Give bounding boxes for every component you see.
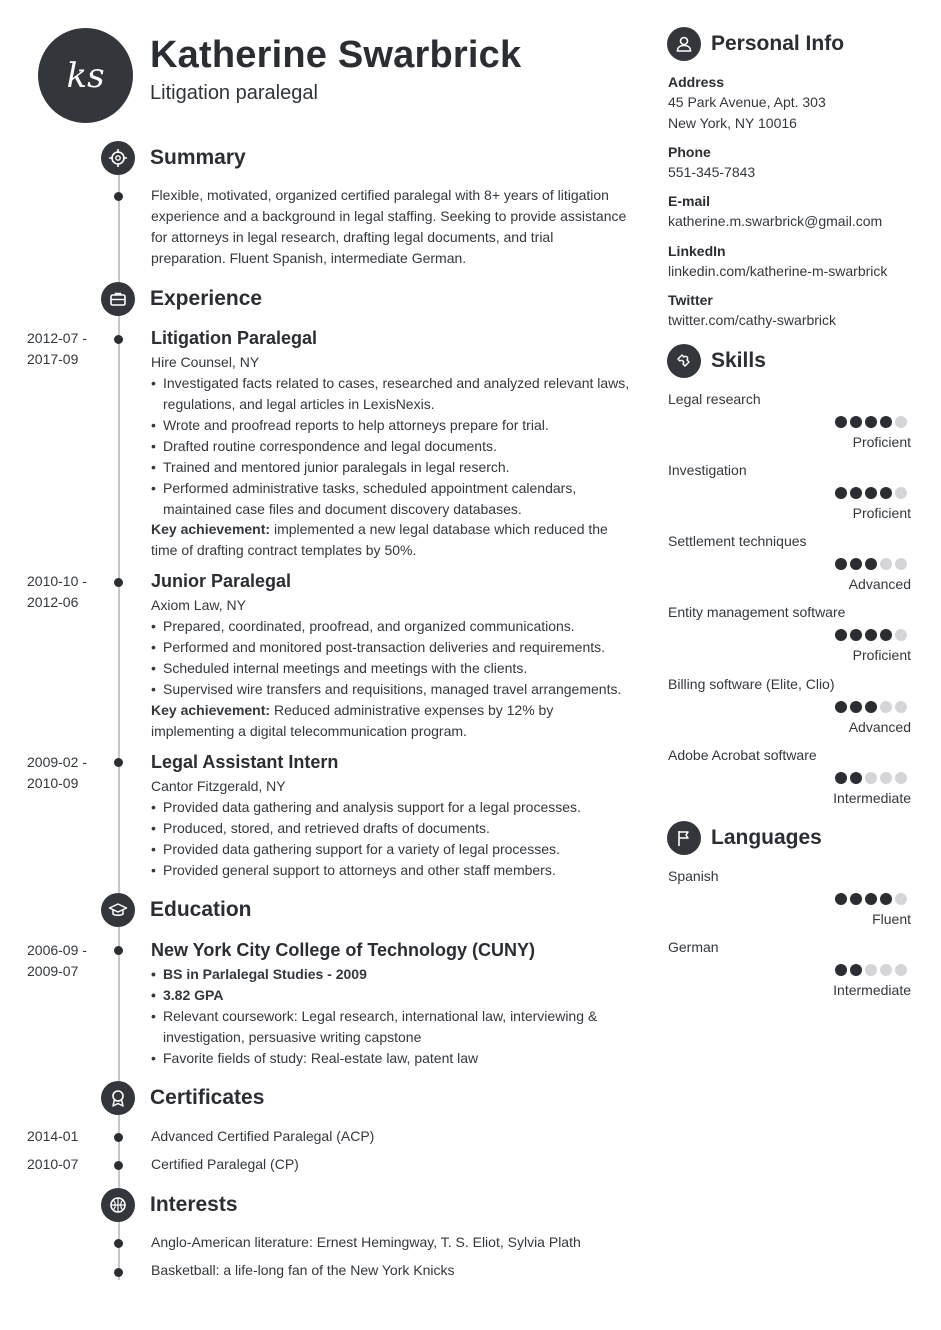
- address-line1: 45 Park Avenue, Apt. 303: [668, 94, 826, 110]
- skill-rating: [835, 487, 907, 499]
- list-item: • Relevant coursework: Legal research, international law, interviewing & investigation, persuasive writing capstone: [151, 1006, 636, 1048]
- list-item: • Favorite fields of study: Real-estate law, patent law: [151, 1048, 636, 1069]
- skill-rating: [835, 701, 907, 713]
- skill-name: Entity management software: [668, 604, 846, 620]
- rating-dot-filled: [850, 487, 862, 499]
- job-date: [27, 328, 87, 370]
- language-level: Fluent: [872, 911, 911, 927]
- rating-dot-empty: [865, 964, 877, 976]
- list-item: • BS in Parlalegal Studies - 2009: [151, 964, 636, 985]
- rating-dot-filled: [865, 487, 877, 499]
- rating-dot-filled: [835, 416, 847, 428]
- rating-dot-filled: [880, 629, 892, 641]
- skill-name: Billing software (Elite, Clio): [668, 676, 835, 692]
- timeline-dot: [114, 1161, 123, 1170]
- job-date: [27, 571, 87, 613]
- language-rating: [835, 893, 907, 905]
- twitter-label: Twitter: [668, 292, 713, 308]
- rating-dot-empty: [895, 487, 907, 499]
- address-line2: New York, NY 10016: [668, 115, 797, 131]
- job-title: Junior Paralegal: [151, 571, 292, 591]
- date-start: 2006-09 -: [27, 942, 87, 958]
- rating-dot-filled: [865, 558, 877, 570]
- languages-heading: Languages: [711, 826, 822, 849]
- certificate-date: 2010-07: [27, 1156, 79, 1172]
- list-item: • Investigated facts related to cases, researched and analyzed relevant laws, regulations, and legal articles in LexisNexis.: [151, 373, 636, 415]
- rating-dot-empty: [880, 964, 892, 976]
- list-item: • Prepared, coordinated, proofread, and organized communications.: [151, 616, 636, 637]
- flag-icon: [667, 821, 701, 855]
- key-achievement: [151, 700, 631, 742]
- skills-heading: Skills: [711, 349, 766, 372]
- certificate-name: Certified Paralegal (CP): [151, 1156, 299, 1172]
- candidate-name: Katherine Swarbrick: [150, 34, 522, 76]
- rating-dot-filled: [880, 893, 892, 905]
- rating-dot-empty: [880, 772, 892, 784]
- interests-heading: Interests: [150, 1193, 238, 1216]
- date-end: 2017-09: [27, 351, 79, 367]
- linkedin-label: LinkedIn: [668, 243, 726, 259]
- timeline-dot: [114, 1268, 123, 1277]
- personal-info-heading: Personal Info: [711, 32, 845, 55]
- rating-dot-filled: [835, 558, 847, 570]
- rating-dot-empty: [895, 772, 907, 784]
- experience-heading: Experience: [150, 287, 263, 310]
- rating-dot-filled: [865, 893, 877, 905]
- rating-dot-filled: [835, 701, 847, 713]
- rating-dot-filled: [835, 487, 847, 499]
- rating-dot-filled: [835, 964, 847, 976]
- rating-dot-filled: [835, 893, 847, 905]
- skill-level: Proficient: [852, 434, 911, 450]
- list-item: • Supervised wire transfers and requisitions, managed travel arrangements.: [151, 679, 636, 700]
- list-item: • Scheduled internal meetings and meetings with the clients.: [151, 658, 636, 679]
- skill-rating: [835, 558, 907, 570]
- job-bullets: [151, 797, 636, 881]
- rating-dot-filled: [865, 701, 877, 713]
- twitter-value[interactable]: twitter.com/cathy-swarbrick: [668, 312, 837, 328]
- award-ribbon-icon: [101, 1081, 135, 1115]
- date-end: 2010-09: [27, 775, 79, 791]
- interest-item: Basketball: a life-long fan of the New York Knicks: [151, 1262, 455, 1278]
- job-title: Legal Assistant Intern: [151, 752, 339, 772]
- target-icon: [101, 141, 135, 175]
- rating-dot-filled: [850, 558, 862, 570]
- timeline-dot: [114, 335, 123, 344]
- rating-dot-empty: [880, 558, 892, 570]
- certificates-heading: Certificates: [150, 1086, 265, 1109]
- monogram-avatar: [38, 28, 133, 123]
- interest-item: Anglo-American literature: Ernest Hemingway, T. S. Eliot, Sylvia Plath: [151, 1234, 581, 1250]
- skill-level: Advanced: [848, 719, 911, 735]
- achievement-label: Key achievement:: [151, 702, 271, 718]
- list-item: • Trained and mentored junior paralegals in legal reserch.: [151, 457, 636, 478]
- rating-dot-filled: [880, 416, 892, 428]
- rating-dot-filled: [850, 629, 862, 641]
- rating-dot-filled: [850, 964, 862, 976]
- key-achievement: [151, 519, 631, 561]
- skill-name: Adobe Acrobat software: [668, 747, 817, 763]
- language-level: Intermediate: [833, 982, 911, 998]
- skill-level: Proficient: [852, 505, 911, 521]
- achievement-text: Reduced administrative expenses by 12% by implementing a digital telecommunication program.: [151, 702, 554, 739]
- timeline-dot: [114, 946, 123, 955]
- rating-dot-filled: [835, 629, 847, 641]
- education-bullets: [151, 964, 636, 1069]
- date-start: 2012-07 -: [27, 330, 87, 346]
- achievement-label: Key achievement:: [151, 521, 271, 537]
- job-title: Litigation Paralegal: [151, 328, 318, 348]
- graduation-cap-icon: [101, 893, 135, 927]
- rating-dot-filled: [865, 416, 877, 428]
- timeline-dot: [114, 578, 123, 587]
- list-item: • Provided general support to attorneys and other staff members.: [151, 860, 636, 881]
- rating-dot-filled: [850, 772, 862, 784]
- job-bullets: [151, 373, 636, 520]
- job-date: [27, 752, 87, 794]
- skill-rating: [835, 772, 907, 784]
- initials: ks: [66, 55, 105, 96]
- achievement-text: implemented a new legal database which reduced the time of drafting contract templates by 50%.: [151, 521, 608, 558]
- job-employer: Cantor Fitzgerald, NY: [151, 778, 286, 794]
- summary-text: Flexible, motivated, organized certified paralegal with 8+ years of litigation experience and a background in legal staffing. Seeking to provide assistance for attorneys in legal research, drafting legal documents, and trial preparation. Fluent Spanish, intermediate German.: [151, 187, 627, 266]
- email-value[interactable]: katherine.m.swarbrick@gmail.com: [668, 213, 883, 229]
- linkedin-value[interactable]: linkedin.com/katherine-m-swarbrick: [668, 263, 888, 279]
- list-item: • Wrote and proofread reports to help attorneys prepare for trial.: [151, 415, 636, 436]
- skill-rating: [835, 629, 907, 641]
- list-item: • 3.82 GPA: [151, 985, 636, 1006]
- job-employer: Hire Counsel, NY: [151, 354, 260, 370]
- briefcase-icon: [101, 282, 135, 316]
- timeline-dot: [114, 1133, 123, 1142]
- certificate-date: 2014-01: [27, 1128, 79, 1144]
- timeline-dot: [114, 758, 123, 767]
- skill-level: Proficient: [852, 647, 911, 663]
- rating-dot-empty: [895, 964, 907, 976]
- rating-dot-empty: [895, 558, 907, 570]
- basketball-icon: [101, 1188, 135, 1222]
- list-item: • Drafted routine correspondence and legal documents.: [151, 436, 636, 457]
- timeline-dot: [114, 1239, 123, 1248]
- puzzle-icon: [667, 344, 701, 378]
- date-end: 2012-06: [27, 594, 79, 610]
- skill-name: Investigation: [668, 462, 747, 478]
- rating-dot-filled: [835, 772, 847, 784]
- rating-dot-empty: [895, 416, 907, 428]
- phone-label: Phone: [668, 144, 711, 160]
- candidate-title: Litigation paralegal: [150, 82, 318, 104]
- job-bullets: [151, 616, 636, 700]
- skill-rating: [835, 416, 907, 428]
- skill-level: Intermediate: [833, 790, 911, 806]
- email-label: E-mail: [668, 193, 711, 209]
- job-employer: Axiom Law, NY: [151, 597, 246, 613]
- summary-heading: Summary: [150, 146, 246, 169]
- user-icon: [667, 27, 701, 61]
- date-start: 2009-02 -: [27, 754, 87, 770]
- rating-dot-empty: [895, 893, 907, 905]
- rating-dot-filled: [880, 487, 892, 499]
- date-start: 2010-10 -: [27, 573, 87, 589]
- list-item: • Performed and monitored post-transaction deliveries and requirements.: [151, 637, 636, 658]
- skill-name: Settlement techniques: [668, 533, 807, 549]
- skill-name: Legal research: [668, 391, 761, 407]
- language-name: German: [668, 939, 719, 955]
- date-end: 2009-07: [27, 963, 79, 979]
- rating-dot-empty: [895, 629, 907, 641]
- certificate-name: Advanced Certified Paralegal (ACP): [151, 1128, 375, 1144]
- timeline-dot: [114, 192, 123, 201]
- rating-dot-filled: [850, 701, 862, 713]
- rating-dot-filled: [865, 629, 877, 641]
- skill-level: Advanced: [848, 576, 911, 592]
- language-rating: [835, 964, 907, 976]
- list-item: • Produced, stored, and retrieved drafts of documents.: [151, 818, 636, 839]
- address-label: Address: [668, 74, 725, 90]
- language-name: Spanish: [668, 868, 719, 884]
- rating-dot-filled: [850, 416, 862, 428]
- education-date: [27, 940, 87, 982]
- education-heading: Education: [150, 898, 252, 921]
- rating-dot-empty: [895, 701, 907, 713]
- list-item: • Provided data gathering and analysis support for a legal processes.: [151, 797, 636, 818]
- school-name: New York City College of Technology (CUNY): [151, 940, 536, 960]
- list-item: • Provided data gathering support for a variety of legal processes.: [151, 839, 636, 860]
- phone-value: 551-345-7843: [668, 164, 756, 180]
- rating-dot-empty: [865, 772, 877, 784]
- list-item: • Performed administrative tasks, scheduled appointment calendars, maintained case files and document discovery databases.: [151, 478, 636, 520]
- rating-dot-empty: [880, 701, 892, 713]
- rating-dot-filled: [850, 893, 862, 905]
